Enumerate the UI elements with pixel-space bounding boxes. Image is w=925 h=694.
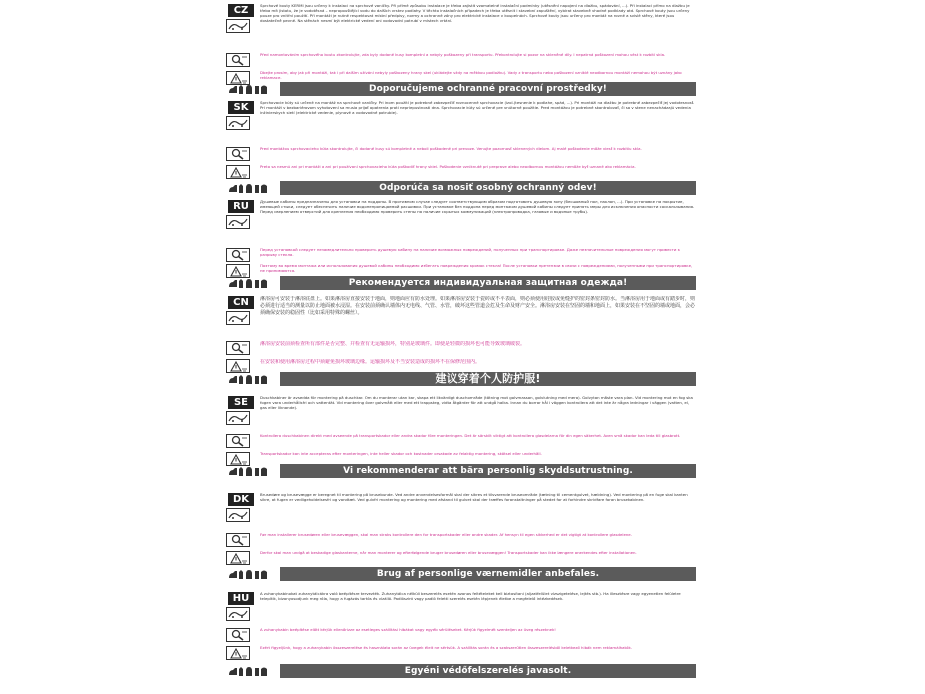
glass-edge-warning-text: Поэтому во время монтажа или использования душевой кабины необходимо избегать повреждения кромок стекла! После установки претензии в связи с повреждениями, полученными при транспортировке, не принимаются.: [260, 264, 693, 273]
inspection-warning-text: A zuhanykabin beépítése előtt kérjük ellenőrizze az esetleges szállítási hibákat vagy egyéb sérüléseket. Kérjük figyelmét szenteljen az üveg részeknek!: [260, 628, 556, 632]
language-section-cz: [226, 4, 696, 96]
protective-gear-icon: [228, 373, 268, 385]
language-section-hu: [226, 592, 696, 678]
glass-edge-warning-text: Transportskador kan inte accepteras efter monteringen, inte heller skador och kostnader orsakade av felaktig montering, skötsel eller underhåll.: [260, 452, 542, 456]
glass-edge-warning-text: Preto sa nesmú ani pri montáži a ani pri používaní sprchovacieho kúta poškodiť hrany skiel. Poškodenie vzniknuté pri preprave alebo neodbornou montážou nemôže byť uznané ako reklamácia.: [260, 165, 636, 169]
protective-gear-icon: [228, 83, 268, 95]
language-code-badge: RU: [228, 200, 254, 213]
protective-clothing-banner: Vi rekommenderar att bära personlig skyddsutrustning.: [280, 464, 696, 478]
lint-free-cloth-icon: [226, 215, 250, 229]
warning-triangle-icon: [226, 165, 250, 179]
magnifier-inspect-icon: [226, 628, 250, 642]
protective-clothing-banner: Doporučujeme ochranné pracovní prostředky!: [280, 82, 696, 96]
lint-free-cloth-icon: [226, 311, 250, 325]
inspection-warning-text: Pred montážou sprchovacieho kúta skontrolujte, či dodané kusy sú kompletné a neboli poškodené pri prevoze. Venujte pozornosť sklenených dielom. Aj malé poškodenie môže viesť k rozbitiu skla.: [260, 147, 642, 151]
inspection-warning-text: Перед установкой следует незамедлительно проверить душевую кабину на наличие возможных повреждений, полученных при транспортировке. Даже незначительные повреждения могут привести к разрыву стекла.: [260, 248, 681, 257]
glass-edge-warning-text: Dbejte prosím, aby jak při montáži, tak i při dalším užívání nebyly poškozeny hrany skel (ukládejte vždy na měkkou podložku). Vady z transportu nebo poškození vzniklé neodbornou montáží nemohou být uznány jako reklamace.: [260, 71, 682, 80]
magnifier-inspect-icon: [226, 434, 250, 448]
inspection-warning-text: 淋浴房安装前须检查所有部件是否完整、并检查有无运输损坏，特别是玻璃件。即使是轻微的损坏也可能导致玻璃破裂。: [260, 341, 526, 347]
magnifier-inspect-icon: [226, 53, 250, 67]
lint-free-cloth-icon: [226, 411, 250, 425]
warning-triangle-icon: [226, 452, 250, 466]
protective-gear-icon: [228, 182, 268, 194]
protective-gear-icon: [228, 277, 268, 289]
installation-instructions-text: Duschkabiner är avsedda för montering på duschkar. Om du monterar utan kar, skapa ett likvärdigt duschområde (tätning mot golvmassan, golvlutning med mera). Golvytan måste vara plan. Vid montering mot en fog ska fogen vara underhållsfri och vattentät. Vid montering över golvmått eller med ett trappsteg, vidta åtgärder för att undgå halka. Innan du borrar hål i väggen kontrollera att det inte är några ledningar i väggen (vatten, el, gas eller liknande).: [260, 396, 693, 410]
inspection-warning-text: Před namontováním sprchového koutu zkontrolujte, zda byly dodané kusy kompletní a nebyly poškozeny při transportu. Překontrolujte si pozor na skleněné díly. I nepatrná poškození mohou vést k rozbití skla.: [260, 53, 666, 57]
lint-free-cloth-icon: [226, 607, 250, 621]
installation-instructions-text: Brusedøre og brusevægge er beregnet til montering på brusebunde. Ved andre anvendelsesformål skal der sikres et tilsvarende bruseområde (tætning til cementgulvet, hældning). Ved montering på en fuge skal kanten sikre, at fugen er vedligeholdelsesfri og vandtæt. Ved gulvfri montering og montering med afstand til gulvet skal der træffes foranstaltninger på stedet for at forhindre skridfare foran brusekabinen.: [260, 493, 688, 502]
lint-free-cloth-icon: [226, 19, 250, 33]
language-section-sk: [226, 101, 696, 195]
protective-gear-icon: [228, 465, 268, 477]
magnifier-inspect-icon: [226, 147, 250, 161]
protective-gear-icon: [228, 665, 268, 677]
magnifier-inspect-icon: [226, 533, 250, 547]
language-code-badge: CN: [228, 296, 254, 309]
language-code-badge: HU: [228, 592, 254, 605]
warning-triangle-icon: [226, 551, 250, 565]
lint-free-cloth-icon: [226, 508, 250, 522]
installation-instructions-text: A zuhanykabinokat zuhanytálcákra való beépítésre tervezték. Zuhanytálca nélküli beszerelés esetén azonos feltételeket kell biztosítani (aljzatfelület vízszigetelése, lejtés stb.). Ha illesztésre vagy egyenetlen felületre telepítik, bizonyosodjunk meg róla, hogy a fugázás tartós és vízálló. Padlószint vagy padló feletti szerelés esetén lépjenek életbe a megfelelő intézkedések.: [260, 592, 681, 601]
language-code-badge: CZ: [228, 4, 254, 17]
language-code-badge: SE: [228, 396, 254, 409]
glass-edge-warning-text: Ezért figyeljünk, hogy a zuhanykabin összeszerelése és használata során az üvegek éleit ne sértsük. A szállítás során és a szakszerűtlen összeszerelésből keletkező hibák nem reklamálhatók.: [260, 646, 632, 650]
magnifier-inspect-icon: [226, 248, 250, 262]
language-section-dk: [226, 493, 696, 581]
inspection-warning-text: Kontrollera duschkabinen direkt med avseende på transportskador eller andra skador före monteringen. Det är särskilt viktigt att kontrollera glasdelarna för din egen säkerhet. Även små skador kan leda till glasbrott.: [260, 434, 681, 438]
installation-instructions-text: Душевые кабины предназначены для установки на поддоны. В противном случае следует соответствующим образом подготовить душевую зону (бесшовный пол, наклон, ...). При установке на покрытие, имеющей стыки, следует обеспечить наличие водонепроницаемой расшивки. При установке без поддона перед монтажом душевой кабины следует принять меры для исключения опасности соскальзывания. Перед сверлением отверстий для крепления необходимо проверить стены на наличие скрытых коммуникаций (электропроводка, газовые и водяные трубы).: [260, 200, 695, 214]
language-section-cn: [226, 296, 696, 386]
installation-instructions-text: Sprchovacie kúty sú určené na montáž na sprchové vaničky. Pri inom použití je potrebné zabezpečiť rovnocenné sprchovacie (izol.(tesnenie k podlahe, spád, ...). Pri montáži na dlažbu je potrebné zabezpečiť jej vodotesnosť. Pri montáži v bezbariérovom vyhotovení sa musia prijať opatrenia proti nepriepustnosti dna. Sprchovacie kúty sú určené pre vnútorné použitie. Pred montážou je potrebné skontrolovať, či sa v stene nenachádzajú vedenia inžinierskych sietí (elektrické vedenie, plynové a vodovodné potrubie).: [260, 101, 695, 115]
language-section-se: [226, 396, 696, 478]
protective-clothing-banner: Brug af personlige værnemidler anbefales.: [280, 567, 696, 581]
glass-edge-warning-text: Derfor skal man undgå at beskadige glaskanterne, når man monterer og efterfølgende bruger brusedøren eller brusevæggen! Transportskader kan ikke længere anerkendes efter installationen.: [260, 551, 637, 555]
installation-instructions-text: 淋浴房可安装于淋浴底盘上。如果淋浴房直接安装于地面，则地面应有防水处理。如果淋浴房安装于瓷砖或不平表面，则必须使用硅胶或免缝护的密封条密封防水。当淋浴房用于地面或有踏步时，则必须进行适当的测量以防止地面被水浸湿。在安装前须确认墙体内无电线、气管、水管，破坏这些管道会危及生命及财产安全。淋浴房安装在坚固的墙和地面上，如果安装在不坚固的墙或地面，会必须确保安装的稳固性（比如采用特殊的螺丝）。: [260, 296, 696, 316]
magnifier-inspect-icon: [226, 341, 250, 355]
warning-triangle-icon: [226, 264, 250, 278]
language-section-ru: [226, 200, 696, 290]
warning-triangle-icon: [226, 646, 250, 660]
language-code-badge: SK: [228, 101, 254, 114]
language-code-badge: DK: [228, 493, 254, 506]
protective-clothing-banner: Odporúča sa nosiť osobný ochranný odev!: [280, 181, 696, 195]
protective-gear-icon: [228, 568, 268, 580]
inspection-warning-text: Før man installerer brusedøren eller brusevæggen, skal man straks kontrollere den for transportskader eller andre skader. Af hensyn til egen sikkerhed er det vigtigt at kontrollere glasdelene.: [260, 533, 632, 537]
lint-free-cloth-icon: [226, 116, 250, 130]
protective-clothing-banner: 建议穿着个人防护服!: [280, 372, 696, 386]
protective-clothing-banner: Рекомендуется индивидуальная защитная одежда!: [280, 276, 696, 290]
warning-triangle-icon: [226, 359, 250, 373]
glass-edge-warning-text: 在安装和使用淋浴房过程中须避免损坏玻璃边缘。运输损坏及不当安装造成的损坏不在保修范围内。: [260, 359, 481, 365]
installation-instructions-text: Sprchové kouty KERMI jsou určeny k instalaci na sprchové vaničky. Při přímé způsobu instalace je třeba zajistit vzomatelné instalační podmínky (utěsnění napojení na dlažbu, spádování, ...). Při instalaci přímo na dlažbu je třeba mít jistotu, že je vodotěsná – nepropouštějící vodu do dalších vrstev podlahy. V těchto instalačních případech je třeba utěsnit i stavební zapuštění, vybírat stavebně vhodné podklady atd. Sprchové kouty jsou určeny pouze pro vnitřní použití. Při montáži je nutné respektovat místní předpisy, normy a ochranné zóny pro elektrické instalace v koupelnách. Sprchové kouty jsou určeny pro montáž na rovné a svislé stěny, které jsou dostatečně pevné. Na stěnách nesmí být elektrické vedení ani vodovodní potrubí v místech vrtání.: [260, 4, 690, 23]
protective-clothing-banner: Egyéni védőfelszerelés javasolt.: [280, 664, 696, 678]
